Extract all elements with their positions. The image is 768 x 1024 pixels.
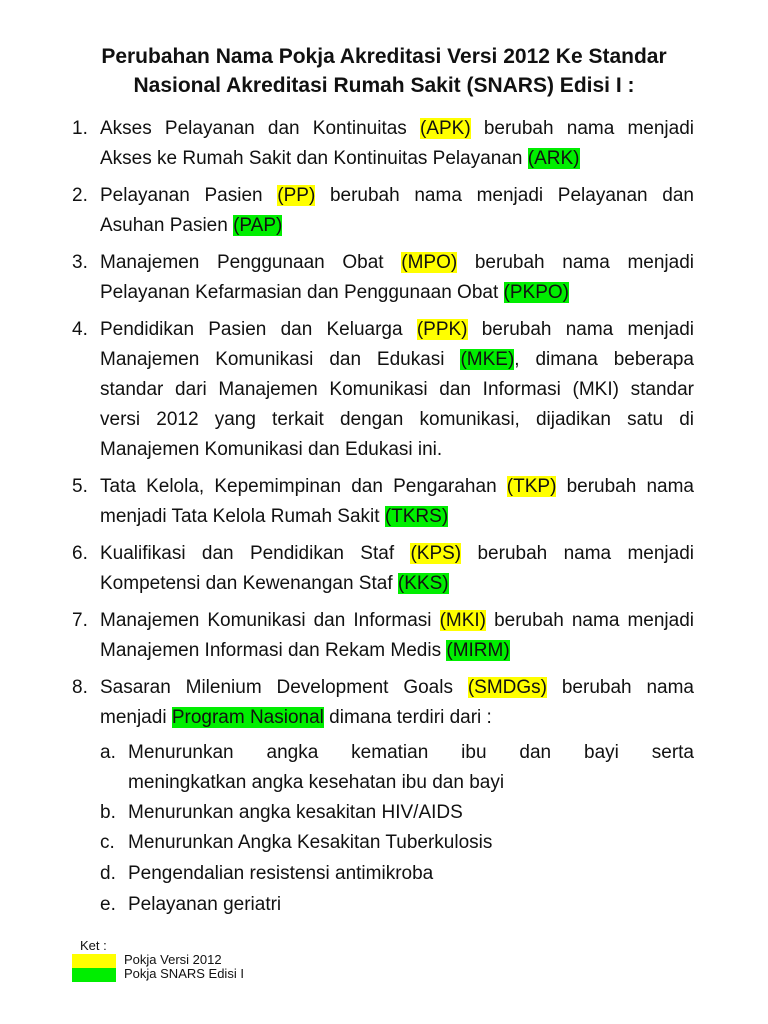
new-abbrev-highlight: (PKPO)	[503, 282, 569, 303]
old-abbrev-highlight: (MPO)	[401, 252, 458, 273]
item-body	[100, 472, 694, 532]
item-text: berubah nama menjadi Pelayanan Kefarmasian dan Penggunaan Obat	[100, 252, 694, 303]
new-abbrev-highlight: (MIRM)	[446, 640, 510, 661]
sub-item-text: Menurunkan angka kesakitan HIV/AIDS	[128, 802, 463, 823]
numbered-list	[72, 114, 694, 740]
item-number: 3.	[72, 252, 88, 273]
item-text: berubah nama menjadi	[100, 677, 694, 728]
list-item	[72, 539, 694, 599]
sub-item-text: Pelayanan geriatri	[128, 894, 282, 915]
sub-item-letter: b.	[100, 802, 116, 823]
item-text: Manajemen Komunikasi dan Informasi	[100, 610, 440, 631]
old-abbrev-highlight: (MKI)	[439, 610, 487, 631]
item-body	[100, 606, 694, 666]
item-body	[100, 539, 694, 599]
sub-list-item	[100, 890, 694, 920]
list-item	[72, 315, 694, 465]
item-text: dimana terdiri dari :	[323, 707, 492, 728]
new-abbrev-highlight: Program Nasional	[171, 707, 324, 728]
list-item	[72, 606, 694, 666]
item-body	[100, 673, 694, 733]
item-body	[100, 114, 694, 174]
item-text: berubah nama menjadi Tata Kelola Rumah Sakit	[100, 476, 694, 527]
legend-title: Ket :	[80, 938, 107, 953]
item-text: berubah nama menjadi Kompetensi dan Kewenangan Staf	[100, 543, 694, 594]
item-text: Manajemen Penggunaan Obat	[100, 252, 402, 273]
yellow-swatch	[72, 954, 116, 968]
legend-label: Pokja SNARS Edisi I	[124, 966, 244, 981]
old-abbrev-highlight: (PP)	[277, 185, 316, 206]
page-title	[60, 42, 708, 100]
sub-item-letter: c.	[100, 832, 115, 853]
item-text: Pelayanan Pasien	[100, 185, 278, 206]
title-line-1: Perubahan Nama Pokja Akreditasi Versi 2012 Ke Standar	[101, 45, 667, 68]
item-body	[100, 315, 694, 465]
old-abbrev-highlight: (PPK)	[416, 319, 468, 340]
item-body	[100, 181, 694, 241]
list-item	[72, 248, 694, 308]
item-number: 2.	[72, 185, 88, 206]
sub-list-item	[100, 738, 694, 798]
sub-item-text: Pengendalian resistensi antimikroba	[128, 863, 434, 884]
new-abbrev-highlight: (TKRS)	[384, 506, 449, 527]
list-item	[72, 472, 694, 532]
item-text: , dimana beberapa standar dari Manajemen Komunikasi dan Informasi (MKI) standar versi 2012 yang terkait dengan komunikasi, dijadikan satu di Manajemen Komunikasi dan Edukasi ini.	[100, 349, 694, 460]
item-number: 8.	[72, 677, 88, 698]
sub-item-text-continued: meningkatkan angka kesehatan ibu dan bayi	[128, 772, 505, 793]
new-abbrev-highlight: (PAP)	[233, 215, 283, 236]
item-text: Sasaran Milenium Development Goals	[100, 677, 468, 698]
sub-item-letter: a.	[100, 742, 116, 763]
old-abbrev-highlight: (SMDGs)	[467, 677, 547, 698]
old-abbrev-highlight: (KPS)	[410, 543, 462, 564]
sub-item-letter: e.	[100, 894, 116, 915]
title-line-2: Nasional Akreditasi Rumah Sakit (SNARS) Edisi I :	[133, 74, 635, 97]
sub-item-text: Menurunkan Angka Kesakitan Tuberkulosis	[128, 832, 493, 853]
item-number: 1.	[72, 118, 88, 139]
new-abbrev-highlight: (MKE)	[460, 349, 515, 370]
item-text: berubah nama menjadi Pelayanan dan Asuhan Pasien	[100, 185, 694, 236]
item-text: berubah nama menjadi Manajemen Komunikasi dan Edukasi	[100, 319, 694, 370]
item-text: berubah nama menjadi Akses ke Rumah Sakit dan Kontinuitas Pelayanan	[100, 118, 694, 169]
green-swatch	[72, 968, 116, 982]
item-text: berubah nama menjadi Manajemen Informasi dan Rekam Medis	[100, 610, 694, 661]
item-number: 7.	[72, 610, 88, 631]
item-number: 4.	[72, 319, 88, 340]
item-number: 5.	[72, 476, 88, 497]
list-item	[72, 114, 694, 174]
sub-item-text: Menurunkan angka kematian ibu dan bayi serta	[128, 742, 694, 763]
sub-list-item	[100, 798, 694, 828]
old-abbrev-highlight: (TKP)	[506, 476, 557, 497]
sub-list-item	[100, 859, 694, 889]
legend-label: Pokja Versi 2012	[124, 952, 222, 967]
old-abbrev-highlight: (APK)	[419, 118, 471, 139]
item-text: Pendidikan Pasien dan Keluarga	[100, 319, 417, 340]
new-abbrev-highlight: (KKS)	[397, 573, 449, 594]
item-body	[100, 248, 694, 308]
sub-item-letter: d.	[100, 863, 116, 884]
list-item	[72, 673, 694, 733]
list-item	[72, 181, 694, 241]
item-text: Tata Kelola, Kepemimpinan dan Pengarahan	[100, 476, 507, 497]
item-text: Akses Pelayanan dan Kontinuitas	[100, 118, 420, 139]
item-number: 6.	[72, 543, 88, 564]
sub-list-item	[100, 828, 694, 858]
new-abbrev-highlight: (ARK)	[527, 148, 580, 169]
item-text: Kualifikasi dan Pendidikan Staf	[100, 543, 411, 564]
